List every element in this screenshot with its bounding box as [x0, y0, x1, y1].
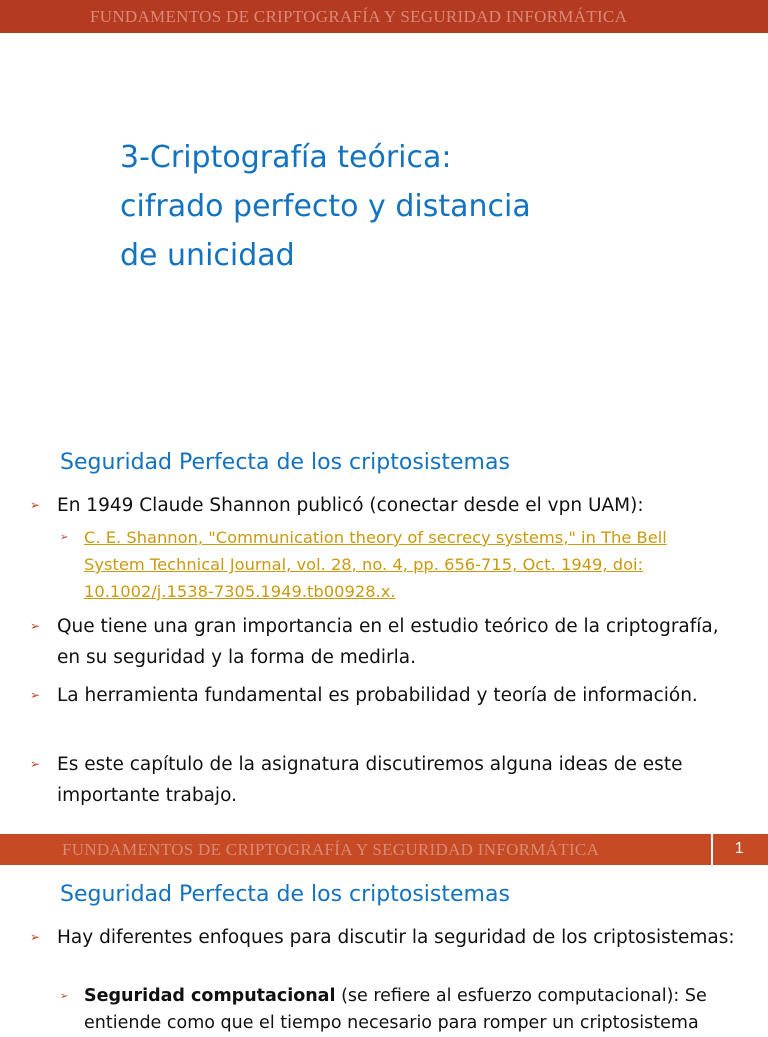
bullet-text: La herramienta fundamental es probabilidad y teoría de información.: [57, 685, 698, 706]
title-line: 3-Criptografía teórica:: [120, 140, 452, 175]
bullet-text: En 1949 Claude Shannon publicó (conectar desde el vpn UAM):: [57, 495, 644, 516]
reference-link[interactable]: C. E. Shannon, "Communication theory of secrecy systems," in The Bell System Technical Journal, vol. 28, no. 4, pp. 656-715, Oct. 1949, doi: 10.1002/j.1538-7305.1949.tb00928.x.: [84, 528, 667, 601]
bullet-text: Hay diferentes enfoques para discutir la seguridad de los criptosistemas:: [57, 927, 735, 948]
section-heading: Seguridad Perfecta de los criptosistemas: [60, 450, 510, 475]
bold-term: Seguridad computacional: [84, 986, 336, 1006]
arrow-bullet-icon: ➢: [30, 498, 41, 512]
arrow-bullet-icon: ➢: [60, 532, 69, 543]
sub-bullet-rest: (se refiere al esfuerzo computacional): Se entiende como que el tiempo necesario para romper un criptosistema: [84, 986, 707, 1033]
arrow-bullet-icon: ➢: [60, 991, 69, 1002]
section-heading: Seguridad Perfecta de los criptosistemas: [60, 882, 510, 907]
bullet-text: Que tiene una gran importancia en el estudio teórico de la criptografía, en su seguridad y la forma de medirla.: [57, 616, 719, 668]
title-line: cifrado perfecto y distancia: [120, 189, 531, 224]
bullet-text: Es este capítulo de la asignatura discutiremos alguna ideas de este importante trabajo.: [57, 754, 683, 806]
arrow-bullet-icon: ➢: [30, 619, 41, 633]
page-number: 1: [734, 840, 744, 857]
sub-bullet-text: [84, 983, 724, 1037]
page-number-box: [711, 834, 768, 865]
header-bar: [0, 0, 768, 33]
slide-title: [120, 133, 680, 280]
footer-bar: [0, 834, 768, 865]
course-title: FUNDAMENTOS DE CRIPTOGRAFÍA Y SEGURIDAD INFORMÁTICA: [62, 840, 600, 859]
arrow-bullet-icon: ➢: [30, 757, 41, 771]
course-title: FUNDAMENTOS DE CRIPTOGRAFÍA Y SEGURIDAD INFORMÁTICA: [90, 7, 628, 26]
title-line: de unicidad: [120, 238, 295, 273]
arrow-bullet-icon: ➢: [30, 688, 41, 702]
arrow-bullet-icon: ➢: [30, 930, 41, 944]
